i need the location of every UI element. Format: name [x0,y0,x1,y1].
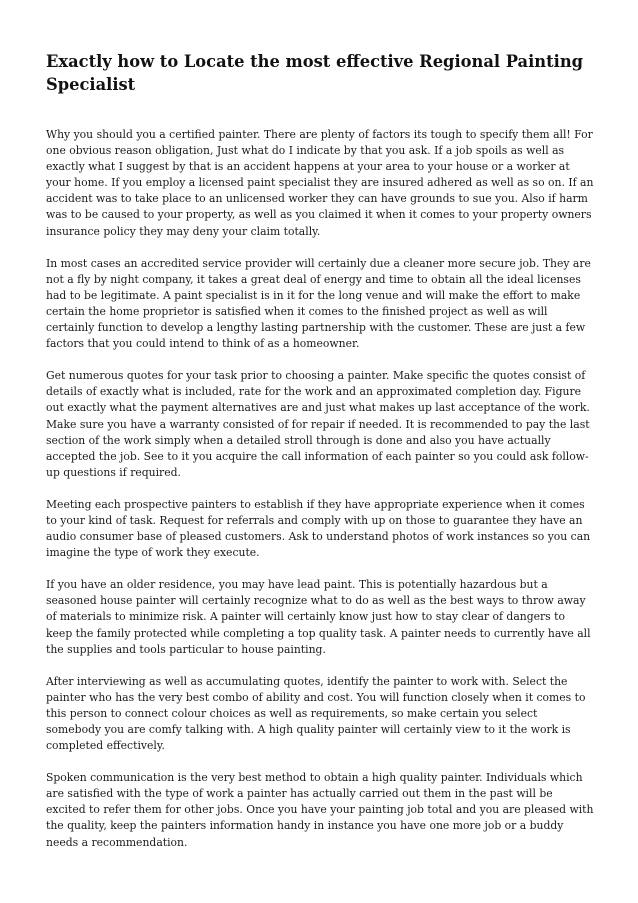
paragraph-6: After interviewing as well as accumulating quotes, identify the painter to work with. Select the painter who has the very best combo of ability and cost. You will function closely when it comes to this person to connect colour choices as well as requirements, so make certain you select somebody you are comfy talking with. A high quality painter will certainly view to it the work is completed effectively. [46,674,586,753]
document-title: Exactly how to Locate the most effective Regional Painting Specialist [46,52,584,94]
paragraph-2: In most cases an accredited service provider will certainly due a cleaner more secure job. They are not a fly by night company, it takes a great deal of energy and time to obtain all the ideal licenses had to be legitimate. A paint specialist is in it for the long venue and will make the effort to make certain the home proprietor is satisfied when it comes to the finished project as well as will certainly function to develop a lengthy lasting partnership with the customer. These are just a few factors that you could intend to think of as a homeowner. [46,256,591,351]
paragraph-1: Why you should you a certified painter. There are plenty of factors its tough to specify them all! For one obvious reason obligation, Just what do I indicate by that you ask. If a job spoils as well as exactly what I suggest by that is an accident happens at your area to your house or a worker at your home. If you employ a licensed paint specialist they are insured adhered as well as so on. If an accident was to take place to an unlicensed worker they can have grounds to sue you. Also if harm was to be caused to your property, as well as you claimed it when it comes to your property owners insurance policy they may deny your claim totally. [46,128,594,238]
paragraph-7: Spoken communication is the very best method to obtain a high quality painter. Individuals which are satisfied with the type of work a painter has actually carried out them in the past will be excited to refer them for other jobs. Once you have your painting job total and you are pleased with the quality, keep the painters information handy in instance you have one more job or a buddy needs a recommendation. [46,771,594,849]
paragraph-5: If you have an older residence, you may have lead paint. This is potentially hazardous but a seasoned house painter will certainly recognize what to do as well as the best ways to throw away of materials to minimize risk. A painter will certainly know just how to stay clear of dangers to keep the family protected while completing a top quality task. A painter needs to currently have all the supplies and tools particular to house painting. [46,578,591,656]
document-page [46,50,594,867]
paragraph-3: Get numerous quotes for your task prior to choosing a painter. Make specific the quotes consist of details of exactly what is included, rate for the work and an approximated completion day. Figure out exactly what the payment alternatives are and just what makes up last acceptance of the work. Make sure you have a warranty consisted of for repair if needed. It is recommended to pay the last section of the work simply when a detailed stroll through is done and also you have actually accepted the job. See to it you acquire the call information of each painter so you could ask follow-up questions if required. [46,369,590,479]
paragraph-4: Meeting each prospective painters to establish if they have appropriate experience when it comes to your kind of task. Request for referrals and comply with up on those to guarantee they have an audio consumer base of pleased customers. Ask to understand photos of work instances so you can imagine the type of work they execute. [46,497,591,560]
